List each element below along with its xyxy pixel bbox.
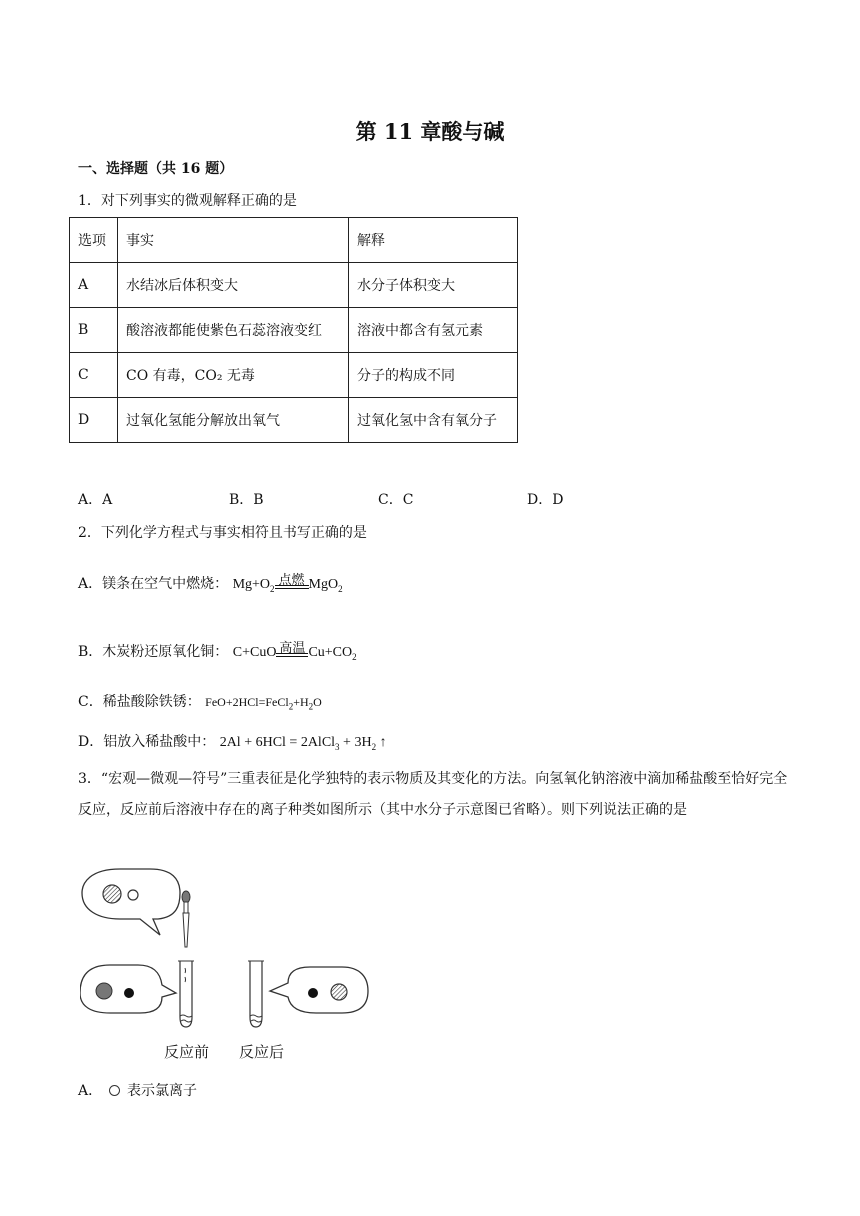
table-row bbox=[70, 308, 518, 353]
equation: $Mg+O_2$ 点燃 MgO$_2$ bbox=[233, 577, 343, 592]
reaction-condition: 高温 bbox=[279, 639, 306, 655]
option-label: A． bbox=[78, 1083, 103, 1099]
table-cell: D bbox=[70, 398, 118, 443]
q1-option-c[interactable]: C．C bbox=[378, 492, 414, 508]
test-tube-before-icon bbox=[178, 961, 194, 1027]
table-row bbox=[70, 353, 518, 398]
dropper-bubble bbox=[82, 869, 180, 935]
table-cell: 酸溶液都能使紫色石蕊溶液变红 bbox=[118, 308, 349, 353]
q2-option-d[interactable] bbox=[78, 731, 387, 752]
q1-option-d[interactable]: D．D bbox=[527, 492, 564, 508]
open-ion-icon bbox=[128, 890, 138, 900]
table-cell: B bbox=[70, 308, 118, 353]
section-heading: 一、选择题（共 16 题） bbox=[78, 161, 234, 177]
equation: 2Al + 6HCl = 2AlCl$_3$ + $3H_2$ ↑ bbox=[219, 735, 387, 752]
table-cell: CO 有毒，CO₂ 无毒 bbox=[118, 353, 349, 398]
hatched-ion-icon bbox=[331, 984, 347, 1000]
test-tube-after-icon bbox=[248, 961, 264, 1027]
before-bubble bbox=[80, 965, 176, 1013]
q2-stem: 2．下列化学方程式与事实相符且书写正确的是 bbox=[78, 525, 367, 541]
after-bubble bbox=[270, 967, 368, 1013]
q2-option-a[interactable] bbox=[78, 573, 343, 594]
q2-option-b[interactable] bbox=[78, 641, 357, 662]
table-cell: 水结冰后体积变大 bbox=[118, 263, 349, 308]
black-ion-icon bbox=[124, 988, 134, 998]
black-ion-icon bbox=[308, 988, 318, 998]
hatched-ion-icon bbox=[103, 885, 121, 903]
q3-stem: 3．“宏观—微观—符号”三重表征是化学独特的表示物质及其变化的方法。向氢氧化钠溶液中滴加稀盐酸至恰好完全反应，反应前后溶液中存在的离子种类如图所示（其中水分子示意图已省略）。则下列说法正确的是 bbox=[78, 771, 788, 818]
option-label: A．镁条在空气中燃烧： bbox=[78, 576, 229, 592]
table-header: 事实 bbox=[118, 218, 349, 263]
after-label: 反应后 bbox=[239, 1044, 285, 1061]
option-label: B．木炭粉还原氧化铜： bbox=[78, 644, 229, 660]
option-text: 表示氯离子 bbox=[127, 1083, 198, 1099]
reaction-condition: 点燃 bbox=[278, 571, 305, 587]
equation: C+CuO 高温 $Cu+CO_2$ bbox=[233, 645, 357, 660]
table-row bbox=[70, 263, 518, 308]
page-title: 第 11 章酸与碱 bbox=[355, 119, 505, 144]
table-cell: 过氧化氢能分解放出氧气 bbox=[118, 398, 349, 443]
open-ion-icon bbox=[109, 1085, 120, 1096]
q3-option-a[interactable] bbox=[78, 1080, 197, 1100]
ion-diagram bbox=[80, 865, 380, 1065]
dropper-icon bbox=[182, 891, 190, 947]
table-cell: 溶液中都含有氢元素 bbox=[349, 308, 518, 353]
q2-option-c[interactable] bbox=[78, 691, 322, 711]
equation: $FeO+2HCl=FeCl_2+H_2O$ bbox=[205, 695, 322, 712]
table-cell: C bbox=[70, 353, 118, 398]
table-row bbox=[70, 398, 518, 443]
q1-stem: 1．对下列事实的微观解释正确的是 bbox=[78, 193, 297, 209]
table-row bbox=[70, 218, 518, 263]
before-label: 反应前 bbox=[164, 1044, 210, 1061]
q1-table bbox=[69, 217, 518, 443]
table-cell: A bbox=[70, 263, 118, 308]
grey-ion-icon bbox=[96, 983, 112, 999]
table-cell: 分子的构成不同 bbox=[349, 353, 518, 398]
table-cell: 水分子体积变大 bbox=[349, 263, 518, 308]
option-label: C．稀盐酸除铁锈： bbox=[78, 694, 201, 710]
option-label: D．铝放入稀盐酸中： bbox=[78, 734, 216, 750]
table-header: 解释 bbox=[349, 218, 518, 263]
q1-option-a[interactable]: A．A bbox=[78, 492, 113, 508]
q1-option-b[interactable]: B．B bbox=[229, 492, 264, 508]
table-header: 选项 bbox=[70, 218, 118, 263]
table-cell: 过氧化氢中含有氧分子 bbox=[349, 398, 518, 443]
